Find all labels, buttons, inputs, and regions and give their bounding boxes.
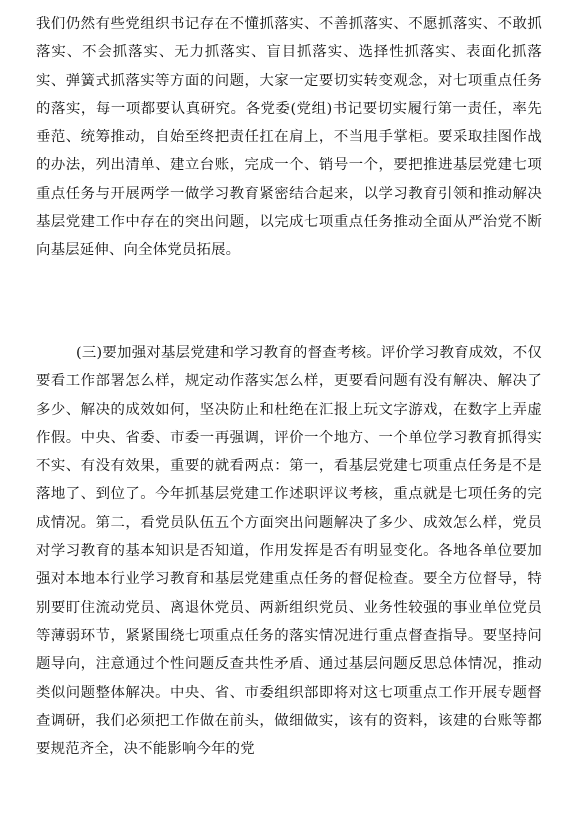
paragraph-supervision: (三)要加强对基层党建和学习教育的督查考核。评价学习教育成效，不仅要看工作部署怎么样，规定动作落实怎么样，更要看问题有没有解决、解决了多少、解决的成效如何，坚决防止和杜绝在汇报上玩文字游戏，在数字上弄虚作假。中央、省委、市委一再强调，评价一个地方、一个单位学习教育抓得实不实、有没有效果，重要的就看两点：第一，看基层党建七项重点任务是不是落地了、到位了。今年抓基层党建工作述职评议考核，重点就是七项任务的完成情况。第二，看党员队伍五个方面突出问题解决了多少、成效怎么样，党员对学习教育的基本知识是否知道，作用发挥是否有明显变化。各地各单位要加强对本地本行业学习教育和基层党建重点任务的督促检查。要全方位督导，特别要盯住流动党员、离退休党员、两新组织党员、业务性较强的事业单位党员等薄弱环节，紧紧围绕七项重点任务的落实情况进行重点督查指导。要坚持问题导向，注意通过个性问题反查共性矛盾、通过基层问题反思总体情况，推动类似问题整体解决。中央、省、市委组织部即将对这七项重点工作开展专题督查调研，我们必须把工作做在前头，做细做实，该有的资料，该建的台账等都要规范齐全，决不能影响今年的党 (36, 345, 542, 758)
paragraph-responsibility: 我们仍然有些党组织书记存在不懂抓落实、不善抓落实、不愿抓落实、不敢抓落实、不会抓落实、无力抓落实、盲目抓落实、选择性抓落实、表面化抓落实、弹簧式抓落实等方面的问题，大家一定要切实转变观念，对七项重点任务的落实，每一项都要认真研究。各党委(党组)书记要切实履行第一责任，率先垂范、统筹推动，自始至终把责任扛在肩上，不当甩手掌柜。要采取挂图作战的办法，列出清单、建立台账，完成一个、销号一个，要把推进基层党建七项重点任务与开展两学一做学习教育紧密结合起来，以学习教育引领和推动解决基层党建工作中存在的突出问题，以完成七项重点任务推动全面从严治党不断向基层延伸、向全体党员拓展。 (36, 16, 542, 259)
